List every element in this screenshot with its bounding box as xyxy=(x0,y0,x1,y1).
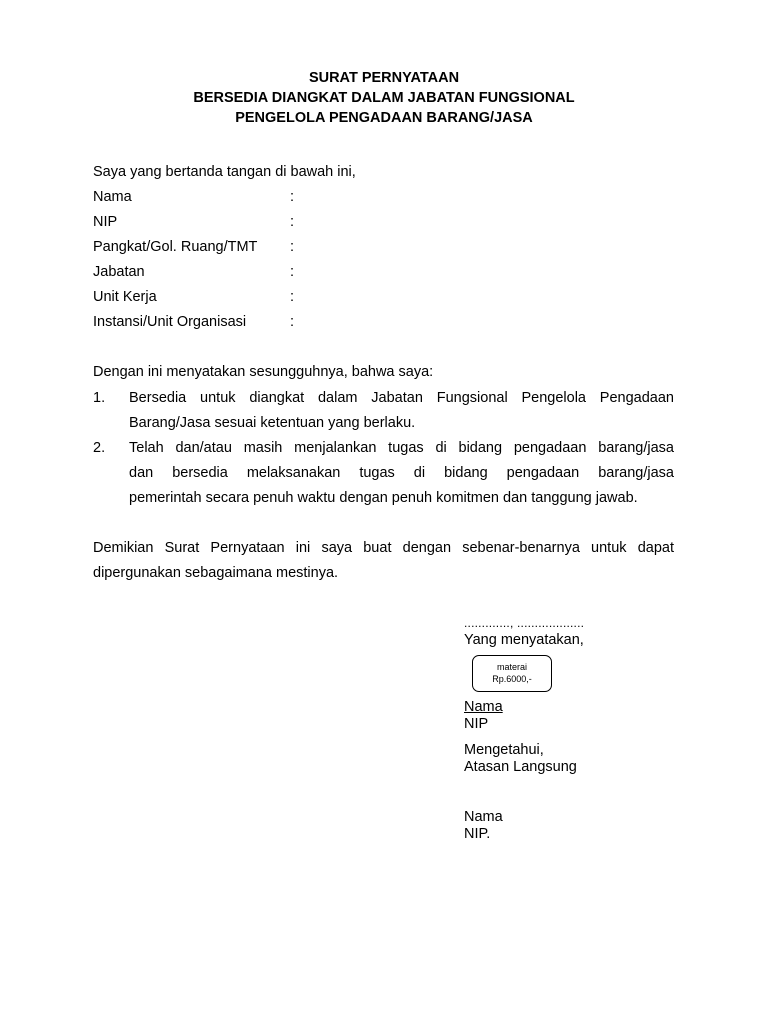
list-item-line: Bersedia untuk diangkat dalam Jabatan Fungsional Pengelola Pengadaan xyxy=(129,390,674,406)
field-colon: : xyxy=(290,264,295,280)
superior-label: Atasan Langsung xyxy=(464,759,577,775)
field-label: Nama xyxy=(93,189,132,205)
field-label: Pangkat/Gol. Ruang/TMT xyxy=(93,239,258,255)
field-colon: : xyxy=(290,314,295,330)
place-date-line xyxy=(464,615,724,632)
title-line-3: PENGELOLA PENGADAAN BARANG/JASA xyxy=(235,110,533,126)
field-label: NIP xyxy=(93,214,118,230)
field-colon: : xyxy=(290,214,295,230)
closing-line-1: Demikian Surat Pernyataan ini saya buat dengan sebenar-benarnya untuk dapat xyxy=(93,540,674,556)
field-row-instansi xyxy=(93,310,683,335)
title-line-2: BERSEDIA DIANGKAT DALAM JABATAN FUNGSIONAL xyxy=(193,90,575,106)
declarant-nip: NIP xyxy=(464,716,489,732)
superior-name: Nama xyxy=(464,809,503,825)
list-item-line: pemerintah secara penuh waktu dengan penuh komitmen dan tanggung jawab. xyxy=(129,490,638,506)
stamp-line-1: materai xyxy=(496,662,527,672)
field-label: Unit Kerja xyxy=(93,289,157,305)
field-row-nama xyxy=(93,185,683,210)
list-item-line: dan bersedia melaksanakan tugas di bidang pengadaan barang/jasa xyxy=(129,465,674,481)
declarant-label: Yang menyatakan, xyxy=(464,632,584,648)
field-label: Jabatan xyxy=(93,264,145,280)
statement-text: Dengan ini menyatakan sesungguhnya, bahwa saya: xyxy=(93,364,434,380)
declarant-name xyxy=(464,699,724,716)
field-row-jabatan xyxy=(93,260,683,285)
closing-paragraph xyxy=(93,536,674,586)
list-item-text xyxy=(129,436,674,511)
title-line-1: SURAT PERNYATAAN xyxy=(308,70,460,86)
field-row-pangkat xyxy=(93,235,683,260)
document-title xyxy=(0,68,768,128)
list-number: 1. xyxy=(93,390,106,406)
list-item-text xyxy=(129,386,674,436)
closing-line-2: dipergunakan sebagaimana mestinya. xyxy=(93,565,339,581)
list-number: 2. xyxy=(93,440,106,456)
intro-text: Saya yang bertanda tangan di bawah ini, xyxy=(93,164,356,180)
acknowledged-label: Mengetahui, xyxy=(464,742,544,758)
declarant-name-label: Nama xyxy=(464,699,503,715)
superior-nip: NIP. xyxy=(464,826,491,842)
stamp-line-2: Rp.6000,- xyxy=(492,674,532,684)
field-row-nip xyxy=(93,210,683,235)
field-colon: : xyxy=(290,289,295,305)
list-item-line: Barang/Jasa sesuai ketentuan yang berlaku. xyxy=(129,415,416,431)
field-colon: : xyxy=(290,189,295,205)
field-colon: : xyxy=(290,239,295,255)
list-item-line: Telah dan/atau masih menjalankan tugas di bidang pengadaan barang/jasa xyxy=(129,440,674,456)
stamp-duty-box xyxy=(472,655,552,692)
field-label: Instansi/Unit Organisasi xyxy=(93,314,247,330)
field-row-unit-kerja xyxy=(93,285,683,310)
place-date-placeholder: ............., ................... xyxy=(464,616,585,630)
